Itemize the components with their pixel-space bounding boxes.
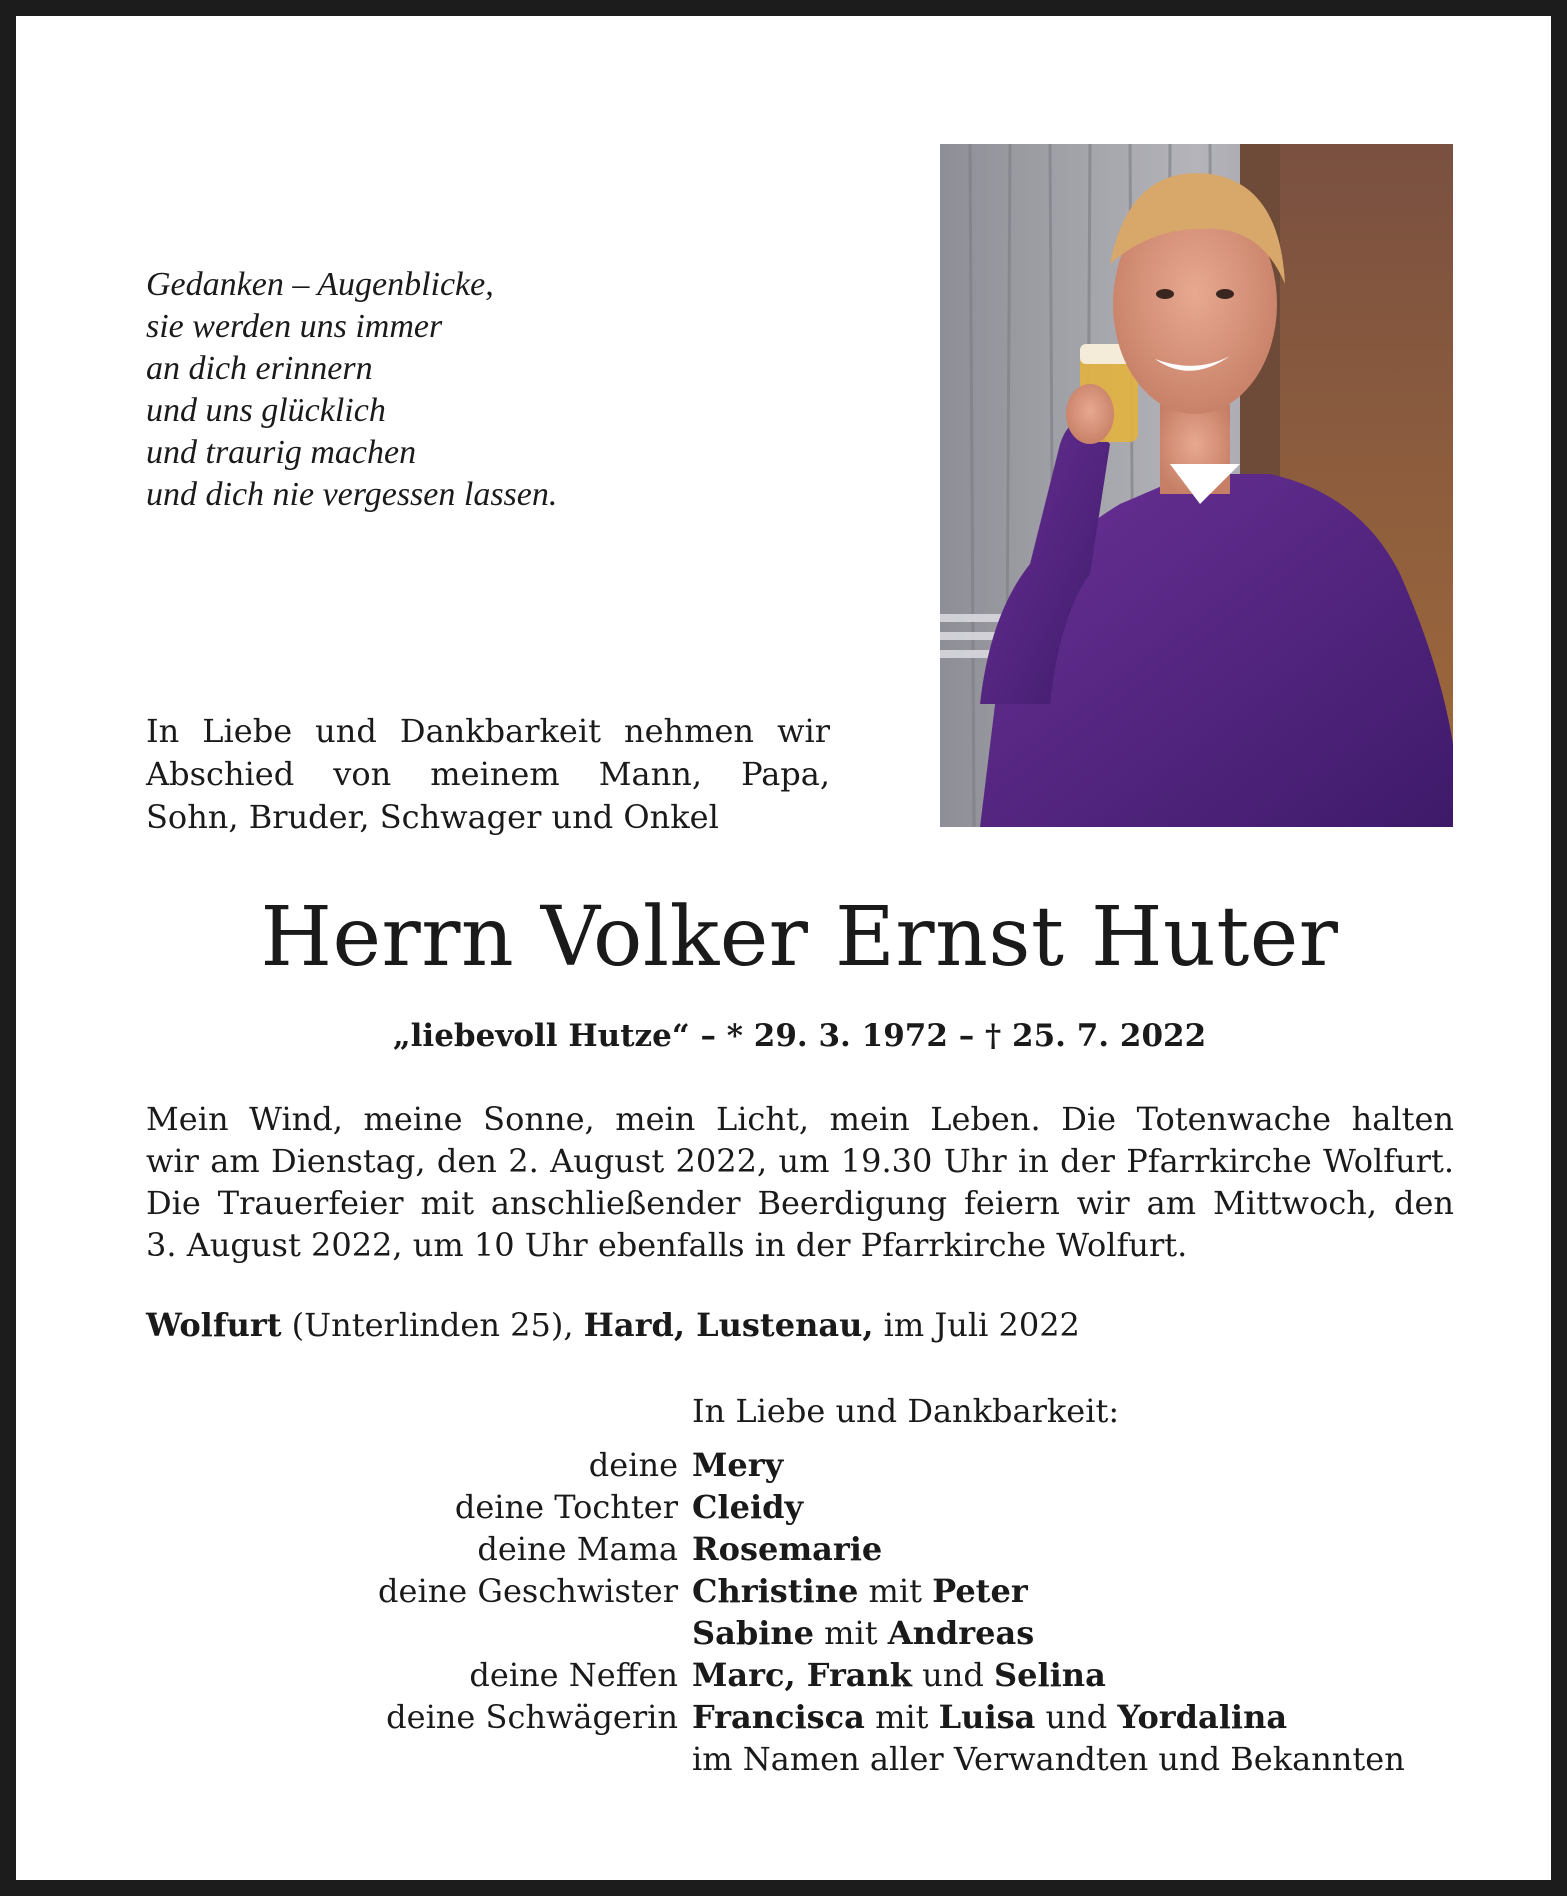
family-connector: im Namen aller Verwandten und Bekannten bbox=[692, 1740, 1405, 1778]
address: (Unterlinden 25), bbox=[281, 1306, 584, 1344]
family-names bbox=[692, 1528, 882, 1570]
family-member-name: Mery bbox=[692, 1446, 784, 1484]
poem-line: und uns glücklich bbox=[146, 392, 386, 429]
family-connector: und bbox=[911, 1656, 995, 1694]
family-names bbox=[692, 1696, 1287, 1738]
announcement-line: Die Trauerfeier mit anschließender Beerdigung feiern wir am Mittwoch, den bbox=[146, 1184, 1454, 1222]
announcement-line: wir am Dienstag, den 2. August 2022, um 19.30 Uhr in der Pfarrkirche Wolfurt. bbox=[146, 1142, 1454, 1180]
family-member-name: Sabine bbox=[692, 1614, 814, 1652]
intro-text bbox=[146, 710, 830, 839]
family-relation bbox=[146, 1612, 678, 1654]
family-member-name: Marc, Frank bbox=[692, 1656, 912, 1694]
family-row bbox=[146, 1612, 1466, 1654]
announcement-line: 3. August 2022, um 10 Uhr ebenfalls in der Pfarrkirche Wolfurt. bbox=[146, 1226, 1188, 1264]
family-member-name: Luisa bbox=[938, 1698, 1036, 1736]
family-names bbox=[692, 1738, 1405, 1780]
family-connector: mit bbox=[864, 1698, 939, 1736]
place-hard-lustenau: Hard, Lustenau, bbox=[583, 1306, 874, 1344]
portrait-photo bbox=[940, 144, 1453, 827]
announcement-text bbox=[146, 1098, 1454, 1266]
family-member-name: Francisca bbox=[692, 1698, 865, 1736]
place-wolfurt: Wolfurt bbox=[146, 1306, 282, 1344]
family-member-name: Selina bbox=[994, 1656, 1106, 1694]
intro-line: Sohn, Bruder, Schwager und Onkel bbox=[146, 798, 719, 836]
family-relation: deine Geschwister bbox=[378, 1572, 678, 1610]
deceased-dates: „liebevoll Hutze“ – * 29. 3. 1972 – † 25. 7. 2022 bbox=[392, 1018, 1207, 1054]
family-names bbox=[692, 1612, 1034, 1654]
family-connector: mit bbox=[858, 1572, 933, 1610]
family-member-name: Peter bbox=[932, 1572, 1028, 1610]
family-member-name: Andreas bbox=[887, 1614, 1035, 1652]
family-relation: deine Tochter bbox=[454, 1488, 678, 1526]
poem-line: an dich erinnern bbox=[146, 350, 373, 387]
month-year: im Juli 2022 bbox=[873, 1306, 1080, 1344]
family-names bbox=[692, 1570, 1028, 1612]
family-member-name: Christine bbox=[692, 1572, 859, 1610]
family-relation: deine bbox=[588, 1446, 678, 1484]
family-row bbox=[146, 1738, 1466, 1780]
family-relation: deine Schwägerin bbox=[386, 1698, 678, 1736]
family-row bbox=[146, 1696, 1466, 1738]
family-member-name: Rosemarie bbox=[692, 1530, 883, 1568]
family-names bbox=[692, 1486, 803, 1528]
intro-line: Abschied von meinem Mann, Papa, bbox=[146, 755, 830, 793]
poem-line: sie werden uns immer bbox=[146, 308, 443, 345]
family-names bbox=[692, 1444, 783, 1486]
poem bbox=[146, 264, 746, 516]
family-row bbox=[146, 1528, 1466, 1570]
announcement-line: Mein Wind, meine Sonne, mein Licht, mein Leben. Die Totenwache halten bbox=[146, 1100, 1454, 1138]
family-member-name: Cleidy bbox=[692, 1488, 804, 1526]
family-row bbox=[146, 1570, 1466, 1612]
family-relation: deine Mama bbox=[477, 1530, 678, 1568]
family-relation bbox=[146, 1738, 678, 1780]
family-row bbox=[146, 1444, 1466, 1486]
poem-line: Gedanken – Augenblicke, bbox=[146, 266, 494, 303]
deceased-name: Herrn Volker Ernst Huter bbox=[260, 890, 1339, 985]
family-connector: und bbox=[1035, 1698, 1118, 1736]
family-heading: In Liebe und Dankbarkeit: bbox=[692, 1392, 1120, 1430]
family-relation: deine Neffen bbox=[469, 1656, 678, 1694]
poem-line: und traurig machen bbox=[146, 434, 417, 471]
portrait-photo-icon bbox=[940, 144, 1453, 827]
family-member-name: Yordalina bbox=[1117, 1698, 1288, 1736]
place-date-line bbox=[146, 1304, 1080, 1346]
family-row bbox=[146, 1654, 1466, 1696]
family-list bbox=[146, 1444, 1466, 1780]
family-connector: mit bbox=[814, 1614, 888, 1652]
intro-line: In Liebe und Dankbarkeit nehmen wir bbox=[146, 712, 830, 750]
poem-line: und dich nie vergessen lassen. bbox=[146, 476, 558, 513]
family-names bbox=[692, 1654, 1106, 1696]
family-row bbox=[146, 1486, 1466, 1528]
